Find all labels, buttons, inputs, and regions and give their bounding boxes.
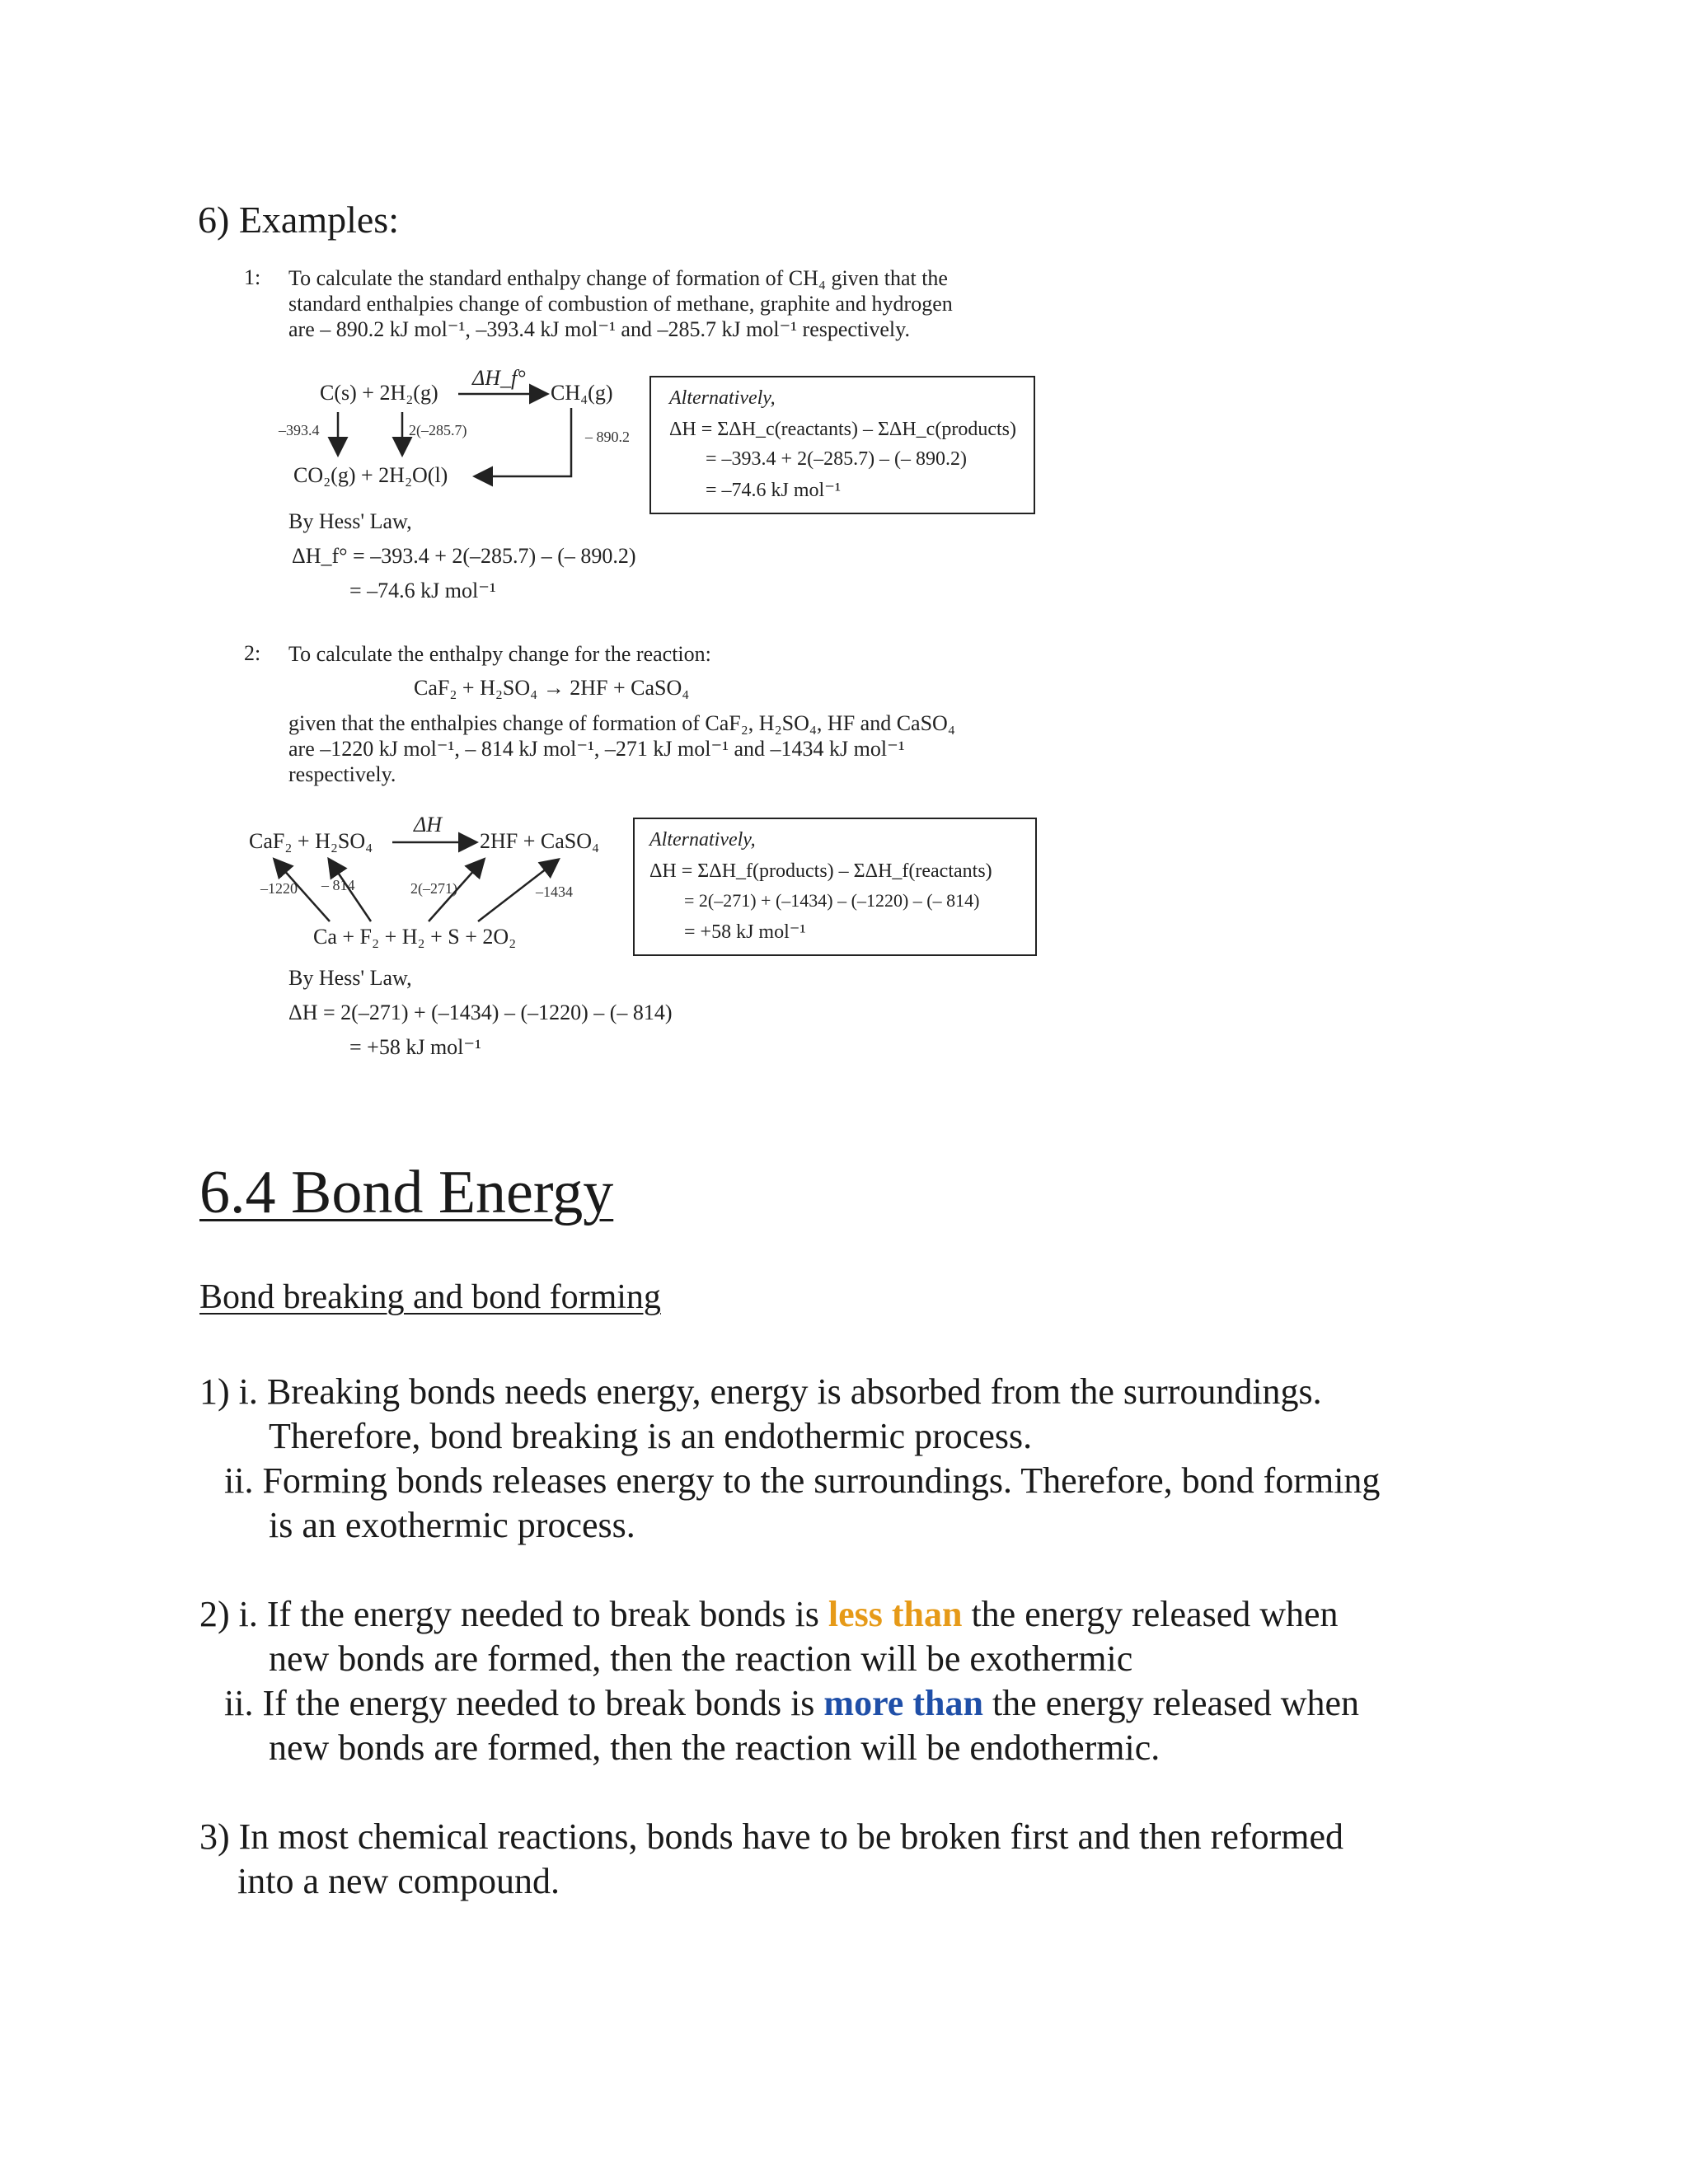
cycle-2-arrow-1 bbox=[275, 860, 330, 921]
section-title: 6.4 Bond Energy bbox=[199, 1159, 614, 1226]
example-2-equation: CaF₂ + H₂SO₄ → 2HF + CaSO₄ bbox=[414, 676, 690, 700]
example-1-hess-line2: = –74.6 kJ mol⁻¹ bbox=[349, 579, 496, 602]
cycle-1-mid-value: 2(–285.7) bbox=[409, 422, 467, 438]
point-1-i-line2: Therefore, bond breaking is an endothermic process. bbox=[269, 1416, 1033, 1456]
cycle-1-reactants: C(s) + 2H₂(g) bbox=[320, 381, 438, 405]
cycle-2-arrow-4 bbox=[478, 860, 557, 921]
cycle-1-combustion-products: CO₂(g) + 2H₂O(l) bbox=[293, 463, 448, 487]
cycle-2-value-3: 2(–271) bbox=[410, 880, 457, 897]
point-2-i-line1 bbox=[199, 1592, 1339, 1637]
alt-1-line3: = –74.6 kJ mol⁻¹ bbox=[706, 480, 842, 501]
cycle-2-arrow-label: ΔH bbox=[414, 813, 443, 837]
example-1-number: 1: bbox=[244, 265, 261, 289]
point-2-i-text-pre: 2) i. If the energy needed to break bonds is bbox=[199, 1594, 828, 1634]
example-2-text-line4: respectively. bbox=[288, 762, 396, 786]
point-2-ii-text-pre: ii. If the energy needed to break bonds is bbox=[224, 1683, 824, 1723]
example-2-text-line2: given that the enthalpies change of formation of CaF₂, H₂SO₄, HF and CaSO₄ bbox=[288, 711, 955, 735]
alt-2-line3: = +58 kJ mol⁻¹ bbox=[684, 921, 806, 943]
alt-2-title: Alternatively, bbox=[649, 829, 756, 851]
alt-1-line2: = –393.4 + 2(–285.7) – (– 890.2) bbox=[706, 448, 968, 470]
cycle-1-arrow-label: ΔH_f° bbox=[472, 366, 526, 390]
alt-1-line1: ΔH = ΣΔH_c(reactants) – ΣΔH_c(products) bbox=[669, 419, 1016, 440]
point-2-i-line2: new bonds are formed, then the reaction will be exothermic bbox=[269, 1638, 1133, 1679]
example-2-hess-line2: = +58 kJ mol⁻¹ bbox=[349, 1035, 481, 1059]
point-2-i-text-post: the energy released when bbox=[962, 1594, 1339, 1634]
example-2-number: 2: bbox=[244, 641, 261, 665]
point-1-ii-line2: is an exothermic process. bbox=[269, 1505, 635, 1545]
alt-1-title: Alternatively, bbox=[669, 387, 776, 409]
alt-2-line1: ΔH = ΣΔH_f(products) – ΣΔH_f(reactants) bbox=[649, 860, 992, 882]
point-2-ii-line2: new bonds are formed, then the reaction will be endothermic. bbox=[269, 1727, 1160, 1768]
example-1-text-line2: standard enthalpies change of combustion of methane, graphite and hydrogen bbox=[288, 292, 953, 316]
example-1-text-line3: are – 890.2 kJ mol⁻¹, –393.4 kJ mol⁻¹ and –285.7 kJ mol⁻¹ respectively. bbox=[288, 317, 910, 341]
more-than-highlight: more than bbox=[823, 1683, 983, 1723]
point-2-ii-line1 bbox=[224, 1681, 1359, 1726]
subheading: Bond breaking and bond forming bbox=[199, 1278, 661, 1316]
cycle-2-reactants: CaF₂ + H₂SO₄ bbox=[249, 829, 373, 853]
point-3-line1: 3) In most chemical reactions, bonds have to be broken first and then reformed bbox=[199, 1816, 1343, 1857]
example-2-text-line1: To calculate the enthalpy change for the reaction: bbox=[288, 642, 711, 666]
example-1-hess-line1: ΔH_f° = –393.4 + 2(–285.7) – (– 890.2) bbox=[292, 544, 636, 568]
cycle-2-arrow-2 bbox=[330, 860, 371, 921]
cycle-2-value-1: –1220 bbox=[260, 880, 298, 897]
cycle-2-products: 2HF + CaSO₄ bbox=[480, 829, 600, 853]
point-1-ii-line1: ii. Forming bonds releases energy to the surroundings. Therefore, bond forming bbox=[224, 1460, 1381, 1501]
examples-heading: 6) Examples: bbox=[198, 199, 399, 241]
cycle-2-elements: Ca + F₂ + H₂ + S + 2O₂ bbox=[313, 925, 517, 949]
cycle-1-right-value: – 890.2 bbox=[585, 429, 630, 445]
cycle-2-value-4: –1434 bbox=[536, 883, 573, 900]
example-2-alternative-box bbox=[633, 818, 1037, 956]
cycle-1-left-value: –393.4 bbox=[279, 422, 320, 438]
point-2-ii-text-post: the energy released when bbox=[982, 1683, 1360, 1723]
example-2-hess-title: By Hess' Law, bbox=[288, 966, 412, 990]
cycle-1-product: CH₄(g) bbox=[551, 381, 613, 405]
point-1-i-line1: 1) i. Breaking bonds needs energy, energy is absorbed from the surroundings. bbox=[199, 1371, 1322, 1412]
example-2-hess-line1: ΔH = 2(–271) + (–1434) – (–1220) – (– 814) bbox=[288, 1001, 673, 1024]
example-1-hess-title: By Hess' Law, bbox=[288, 509, 412, 533]
less-than-highlight: less than bbox=[828, 1594, 963, 1634]
point-3-line2: into a new compound. bbox=[237, 1861, 560, 1901]
alt-2-line2: = 2(–271) + (–1434) – (–1220) – (– 814) bbox=[684, 890, 980, 911]
cycle-2-value-2: – 814 bbox=[321, 877, 355, 893]
example-2-text-line3: are –1220 kJ mol⁻¹, – 814 kJ mol⁻¹, –271 kJ mol⁻¹ and –1434 kJ mol⁻¹ bbox=[288, 737, 905, 761]
cycle-2-arrow-3 bbox=[429, 860, 483, 921]
example-1-text-line1: To calculate the standard enthalpy change of formation of CH₄ given that the bbox=[288, 266, 948, 290]
